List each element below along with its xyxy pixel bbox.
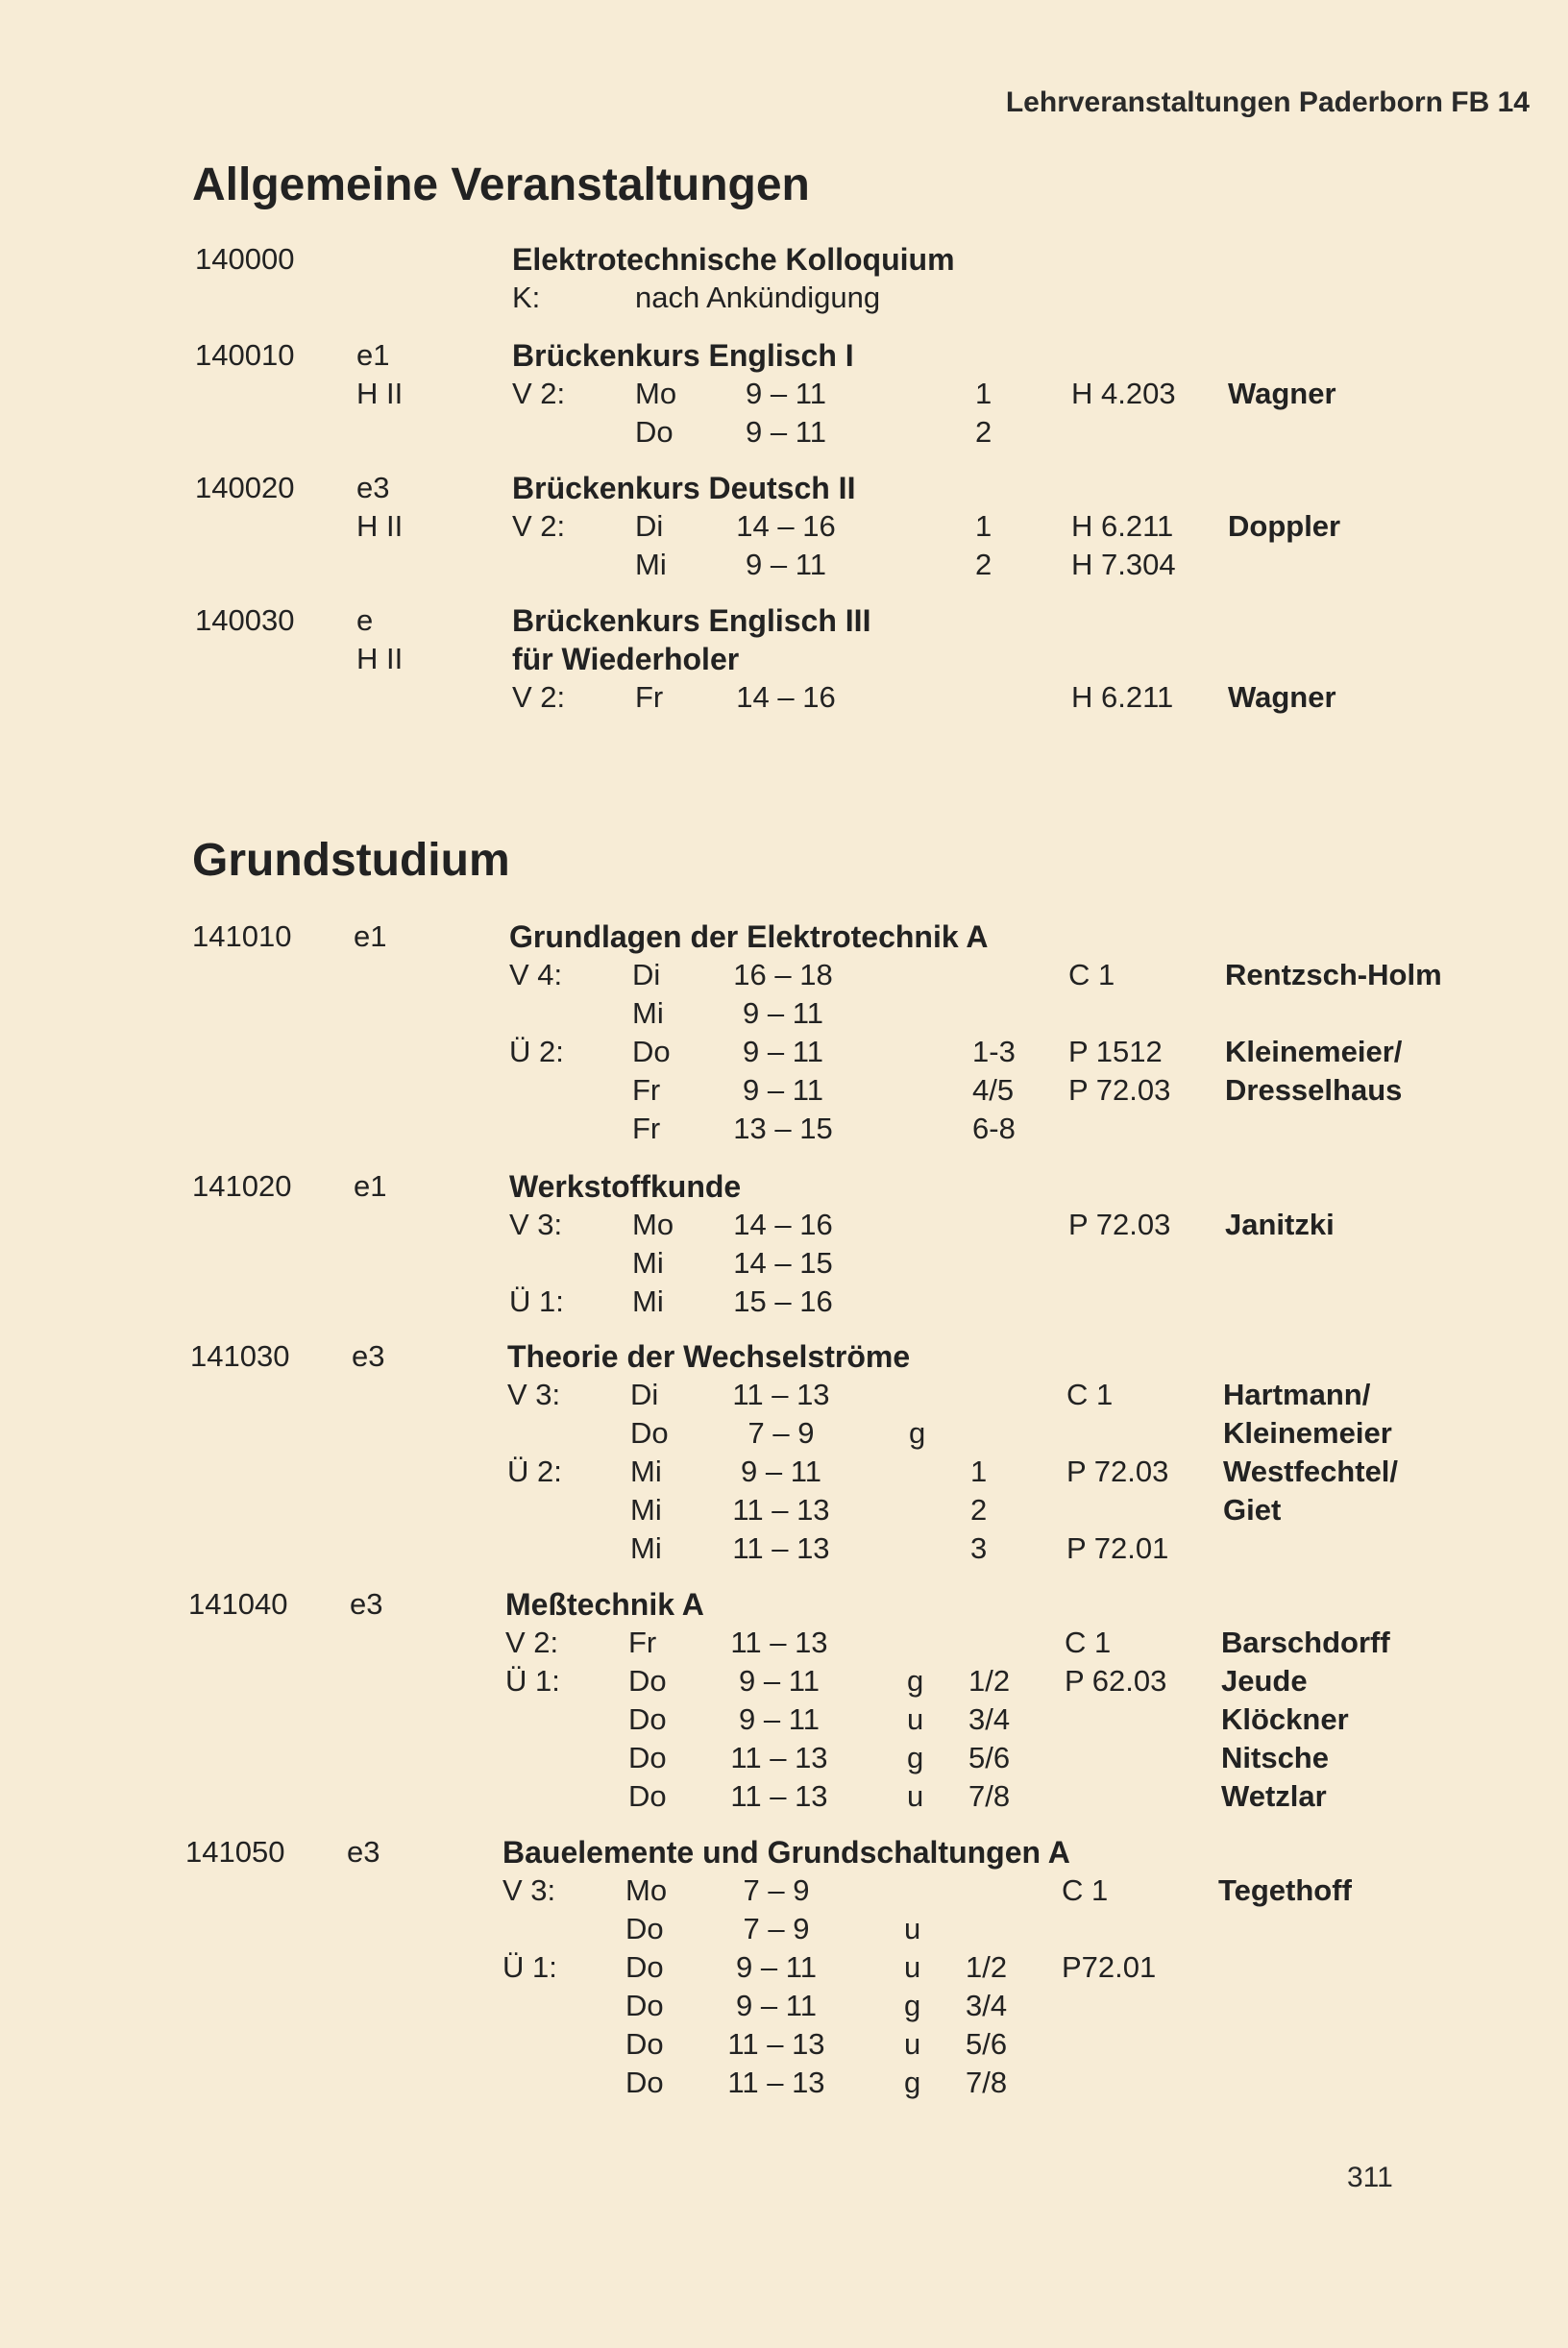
schedule-row xyxy=(195,413,1568,452)
course-entry xyxy=(188,1585,1568,1816)
session-day: Fr xyxy=(632,1112,661,1145)
session-time: 9 – 11 xyxy=(739,1664,820,1698)
session-lecturer: Wagner xyxy=(1228,680,1336,714)
course-number: 140030 xyxy=(195,603,295,637)
session-day: Mo xyxy=(625,1873,668,1907)
session-type: V 2: xyxy=(512,509,566,543)
session-time: 11 – 13 xyxy=(732,1378,830,1411)
session-day: Do xyxy=(630,1416,669,1450)
session-room: P 72.03 xyxy=(1068,1208,1171,1241)
schedule-row xyxy=(192,1206,1568,1244)
running-head: Lehrveranstaltungen Paderborn FB 14 xyxy=(1005,86,1530,118)
schedule-row xyxy=(195,279,1568,317)
course-title: Grundlagen der Elektrotechnik A xyxy=(509,919,989,954)
session-type: Ü 1: xyxy=(509,1284,564,1318)
session-lecturer: Hartmann/ xyxy=(1223,1378,1371,1411)
schedule-row xyxy=(192,956,1568,994)
session-type: V 2: xyxy=(512,377,566,410)
session-time: 11 – 13 xyxy=(732,1531,830,1565)
session-time: 9 – 11 xyxy=(746,377,826,410)
session-type: V 3: xyxy=(507,1378,561,1411)
course-code: e3 xyxy=(347,1835,380,1869)
session-group: 2 xyxy=(975,548,992,581)
session-type: Ü 2: xyxy=(509,1035,564,1068)
course-number: 140000 xyxy=(195,242,295,276)
course-entry xyxy=(190,1337,1568,1568)
course-number: 141050 xyxy=(185,1835,285,1869)
course-number: 140010 xyxy=(195,338,295,372)
course-title: Elektrotechnische Kolloquium xyxy=(512,242,955,277)
session-group: 3/4 xyxy=(968,1702,1011,1736)
session-group: 1 xyxy=(975,509,992,543)
session-time: 9 – 11 xyxy=(739,1702,820,1736)
session-time: 11 – 13 xyxy=(732,1493,830,1527)
course-code: e xyxy=(356,603,374,637)
session-room: P 72.01 xyxy=(1066,1531,1169,1565)
session-day: Do xyxy=(628,1741,667,1774)
session-room: H 7.304 xyxy=(1071,548,1176,581)
course-code: e1 xyxy=(356,338,390,372)
schedule-row xyxy=(185,2025,1568,2064)
session-day: Fr xyxy=(628,1626,657,1659)
schedule-row xyxy=(185,1910,1568,1948)
session-time: 11 – 13 xyxy=(727,2027,825,2061)
section-title-grundstudium: Grundstudium xyxy=(192,835,510,886)
session-room: P 72.03 xyxy=(1068,1073,1171,1107)
schedule-row xyxy=(195,375,1568,413)
course-code: e3 xyxy=(356,471,390,504)
course-title-row xyxy=(185,1833,1568,1871)
course-title: Brückenkurs Englisch III xyxy=(512,603,871,638)
session-time: 11 – 13 xyxy=(730,1626,828,1659)
course-code: e3 xyxy=(350,1587,383,1621)
session-day: Di xyxy=(630,1378,659,1411)
course-code: H II xyxy=(356,509,404,543)
session-day: Do xyxy=(628,1664,667,1698)
session-time: 9 – 11 xyxy=(741,1455,821,1488)
session-day: Do xyxy=(635,415,674,449)
session-lecturer: Tegethoff xyxy=(1218,1873,1352,1907)
course-entry xyxy=(195,469,1568,584)
session-group: 5/6 xyxy=(968,1741,1011,1774)
course-title: Brückenkurs Englisch I xyxy=(512,338,854,373)
course-title-row xyxy=(188,1585,1568,1624)
session-lecturer: Barschdorff xyxy=(1221,1626,1390,1659)
course-number: 141040 xyxy=(188,1587,288,1621)
session-time: 7 – 9 xyxy=(743,1873,810,1907)
session-day: Mo xyxy=(635,377,677,410)
session-time: 14 – 16 xyxy=(736,680,836,714)
session-day: Mi xyxy=(632,996,664,1030)
session-time: 9 – 11 xyxy=(743,996,823,1030)
session-room: C 1 xyxy=(1066,1378,1114,1411)
session-type: Ü 1: xyxy=(502,1950,557,1984)
session-day: Do xyxy=(625,1950,664,1984)
session-time: 11 – 13 xyxy=(730,1779,828,1813)
session-lecturer: Doppler xyxy=(1228,509,1341,543)
course-number: 141030 xyxy=(190,1339,290,1373)
session-room: P72.01 xyxy=(1062,1950,1157,1984)
schedule-row xyxy=(188,1700,1568,1739)
session-room: C 1 xyxy=(1065,1626,1112,1659)
session-lecturer: Kleinemeier xyxy=(1223,1416,1392,1450)
session-group: 5/6 xyxy=(966,2027,1008,2061)
session-time: 16 – 18 xyxy=(733,958,833,991)
session-room: C 1 xyxy=(1068,958,1115,991)
session-flag: u xyxy=(904,1912,921,1945)
session-day: Do xyxy=(628,1779,667,1813)
session-type: K: xyxy=(512,281,541,314)
session-day: Do xyxy=(628,1702,667,1736)
session-day: Di xyxy=(635,509,664,543)
session-day: Do xyxy=(625,2027,664,2061)
session-day: Mi xyxy=(632,1284,664,1318)
session-time: 9 – 11 xyxy=(746,415,826,449)
course-entry xyxy=(195,240,1568,317)
session-time: 11 – 13 xyxy=(730,1741,828,1774)
session-group: 1/2 xyxy=(968,1664,1011,1698)
schedule-row xyxy=(192,1244,1568,1283)
session-day: Mi xyxy=(632,1246,664,1280)
session-day: Mo xyxy=(632,1208,674,1241)
schedule-row xyxy=(190,1414,1568,1453)
schedule-row xyxy=(188,1777,1568,1816)
course-entry xyxy=(195,601,1568,717)
session-day: Mi xyxy=(635,548,667,581)
session-time: 9 – 11 xyxy=(746,548,826,581)
session-lecturer: Wetzlar xyxy=(1221,1779,1327,1813)
session-lecturer: Jeude xyxy=(1221,1664,1308,1698)
course-title: Werkstoffkunde xyxy=(509,1169,742,1204)
course-entry xyxy=(192,917,1568,1148)
schedule-row xyxy=(192,1110,1568,1148)
course-code: H II xyxy=(356,377,404,410)
schedule-row xyxy=(190,1491,1568,1529)
schedule-row xyxy=(192,994,1568,1033)
course-entry xyxy=(192,1167,1568,1321)
session-type: V 3: xyxy=(502,1873,556,1907)
course-title-row xyxy=(192,1167,1568,1206)
course-number: 141010 xyxy=(192,919,292,953)
session-day: Di xyxy=(632,958,661,991)
session-flag: g xyxy=(907,1664,924,1698)
schedule-row xyxy=(190,1453,1568,1491)
session-lecturer: Dresselhaus xyxy=(1225,1073,1403,1107)
schedule-row xyxy=(185,1948,1568,1987)
session-type: Ü 1: xyxy=(505,1664,560,1698)
session-room: H 6.211 xyxy=(1071,509,1174,543)
session-time: 9 – 11 xyxy=(736,1989,817,2022)
session-lecturer: Westfechtel/ xyxy=(1223,1455,1399,1488)
session-group: 2 xyxy=(970,1493,988,1527)
session-day: Do xyxy=(632,1035,671,1068)
session-group: 3/4 xyxy=(966,1989,1008,2022)
session-flag: g xyxy=(907,1741,924,1774)
session-type: Ü 2: xyxy=(507,1455,562,1488)
session-flag: g xyxy=(909,1416,926,1450)
schedule-row xyxy=(185,1871,1568,1910)
session-time: 9 – 11 xyxy=(743,1035,823,1068)
course-number: 140020 xyxy=(195,471,295,504)
session-group: 2 xyxy=(975,415,992,449)
session-group: 6-8 xyxy=(972,1112,1016,1145)
session-lecturer: Nitsche xyxy=(1221,1741,1329,1774)
course-code: e1 xyxy=(354,919,387,953)
session-flag: g xyxy=(904,1989,921,2022)
session-flag: u xyxy=(907,1779,924,1813)
schedule-row xyxy=(192,1033,1568,1071)
session-lecturer: Kleinemeier/ xyxy=(1225,1035,1403,1068)
session-time: 7 – 9 xyxy=(747,1416,815,1450)
session-lecturer: Wagner xyxy=(1228,377,1336,410)
schedule-row xyxy=(188,1662,1568,1700)
section-title-allgemeine: Allgemeine Veranstaltungen xyxy=(192,159,810,210)
session-day: Fr xyxy=(635,680,664,714)
session-group: 1 xyxy=(970,1455,988,1488)
course-title: Bauelemente und Grundschaltungen A xyxy=(502,1835,1070,1870)
schedule-row xyxy=(185,2064,1568,2102)
schedule-row xyxy=(192,1283,1568,1321)
session-type: V 3: xyxy=(509,1208,563,1241)
course-title-row xyxy=(195,469,1568,507)
session-room: P 62.03 xyxy=(1065,1664,1167,1698)
session-type: V 2: xyxy=(505,1626,559,1659)
schedule-row xyxy=(188,1624,1568,1662)
schedule-row xyxy=(190,1376,1568,1414)
course-title-row xyxy=(195,336,1568,375)
session-time: 7 – 9 xyxy=(743,1912,810,1945)
session-day: Mi xyxy=(630,1493,662,1527)
schedule-row xyxy=(188,1739,1568,1777)
session-time: 11 – 13 xyxy=(727,2066,825,2099)
schedule-row xyxy=(195,678,1568,717)
session-time: 9 – 11 xyxy=(736,1950,817,1984)
session-lecturer: Giet xyxy=(1223,1493,1282,1527)
session-room: P 1512 xyxy=(1068,1035,1163,1068)
session-time: 14 – 16 xyxy=(736,509,836,543)
session-day: Do xyxy=(625,1912,664,1945)
session-room: P 72.03 xyxy=(1066,1455,1169,1488)
session-day: Do xyxy=(625,2066,664,2099)
session-room: H 4.203 xyxy=(1071,377,1176,410)
course-code: e3 xyxy=(352,1339,385,1373)
session-flag: u xyxy=(904,1950,921,1984)
course-title-row xyxy=(195,240,1568,279)
course-code: e1 xyxy=(354,1169,387,1203)
session-flag: u xyxy=(904,2027,921,2061)
session-day: Mi xyxy=(630,1531,662,1565)
course-number: 141020 xyxy=(192,1169,292,1203)
course-title: Theorie der Wechselströme xyxy=(507,1339,911,1374)
course-entry xyxy=(185,1833,1568,2102)
session-day: Fr xyxy=(632,1073,661,1107)
session-lecturer: Klöckner xyxy=(1221,1702,1349,1736)
session-room: H 6.211 xyxy=(1071,680,1174,714)
session-group: 7/8 xyxy=(968,1779,1011,1813)
session-lecturer: Rentzsch-Holm xyxy=(1225,958,1442,991)
course-title-row xyxy=(195,601,1568,640)
course-title: Brückenkurs Deutsch II xyxy=(512,471,856,505)
schedule-row xyxy=(195,546,1568,584)
schedule-row xyxy=(192,1071,1568,1110)
session-room: C 1 xyxy=(1062,1873,1109,1907)
session-day: Mi xyxy=(630,1455,662,1488)
session-group: 1/2 xyxy=(966,1950,1008,1984)
page-number: 311 xyxy=(1347,2162,1393,2193)
schedule-row xyxy=(190,1529,1568,1568)
session-group: 1 xyxy=(975,377,992,410)
session-time: 15 – 16 xyxy=(733,1284,833,1318)
session-type: V 4: xyxy=(509,958,563,991)
course-title-row xyxy=(190,1337,1568,1376)
session-day: Do xyxy=(625,1989,664,2022)
schedule-row xyxy=(185,1987,1568,2025)
session-type: V 2: xyxy=(512,680,566,714)
session-group: 4/5 xyxy=(972,1073,1015,1107)
session-time: 9 – 11 xyxy=(743,1073,823,1107)
course-code: H II xyxy=(356,642,404,675)
course-title-row xyxy=(192,917,1568,956)
course-entry xyxy=(195,336,1568,452)
schedule-row xyxy=(195,507,1568,546)
session-flag: g xyxy=(904,2066,921,2099)
session-group: 1-3 xyxy=(972,1035,1016,1068)
session-group: 3 xyxy=(970,1531,988,1565)
course-title-row xyxy=(195,640,1568,678)
session-flag: u xyxy=(907,1702,924,1736)
session-time: 14 – 16 xyxy=(733,1208,833,1241)
session-group: 7/8 xyxy=(966,2066,1008,2099)
session-lecturer: Janitzki xyxy=(1225,1208,1335,1241)
course-title: für Wiederholer xyxy=(512,642,740,676)
session-day: nach Ankündigung xyxy=(635,281,881,314)
course-title: Meßtechnik A xyxy=(505,1587,704,1622)
session-time: 14 – 15 xyxy=(733,1246,833,1280)
session-time: 13 – 15 xyxy=(733,1112,833,1145)
